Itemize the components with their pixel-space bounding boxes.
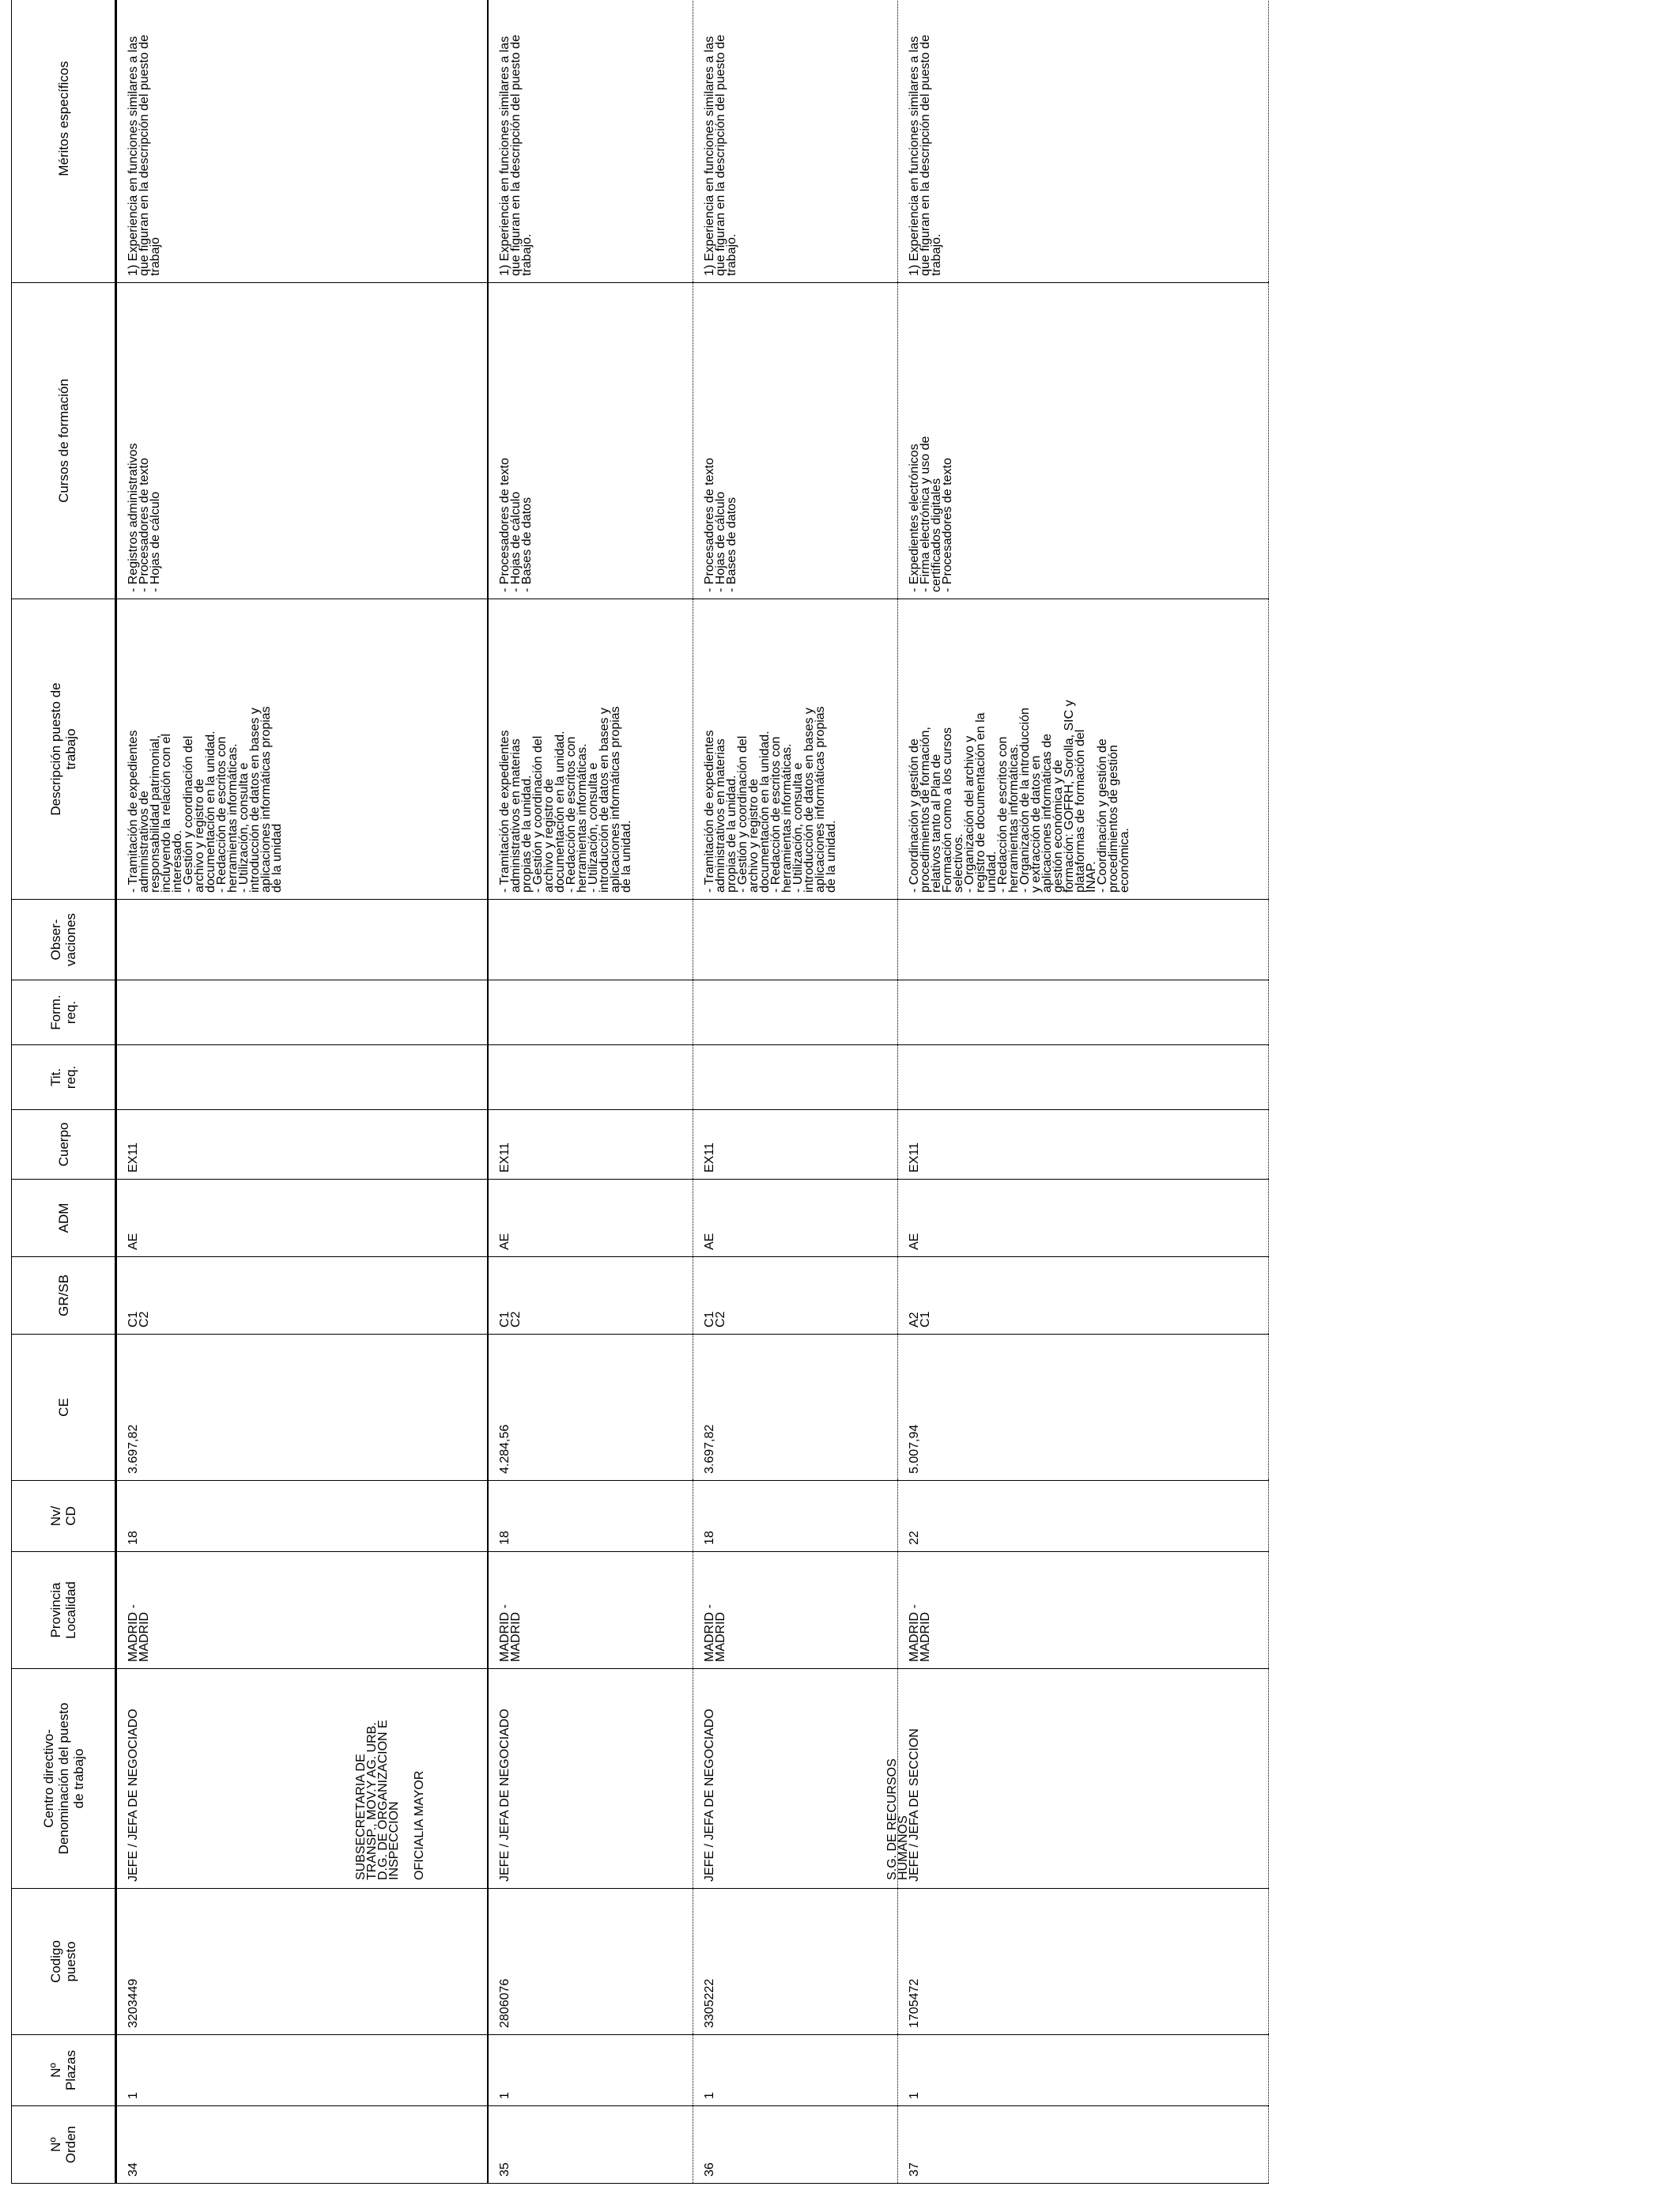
header-obs: Obser- vaciones (12, 900, 116, 980)
header-row (12, 0, 116, 2184)
org-sg-recursos-humanos: S.G. DE RECURSOS HUMANOS (885, 1758, 910, 1880)
org-oficialia-mayor: OFICIALIA MAYOR (413, 1770, 426, 1880)
cell-cursos: - Procesadores de texto - Hojas de cálculo - Bases de datos (693, 283, 898, 599)
cell-plazas: 1 (488, 2035, 693, 2106)
cell-tit (488, 1045, 693, 1110)
cell-obs (116, 900, 489, 980)
cell-meritos: 1) Experiencia en funciones similares a las que figuran en la descripción del puesto de trabajo (116, 0, 489, 283)
cell-tit (693, 1045, 898, 1110)
cell-provincia: MADRID - MADRID (898, 1552, 1269, 1669)
cell-adm: AE (693, 1180, 898, 1257)
header-codigo: Codigo puesto (12, 1889, 116, 2035)
cell-grsb: C1 C2 (488, 1257, 693, 1335)
cell-provincia: MADRID - MADRID (488, 1552, 693, 1669)
cell-adm: AE (898, 1180, 1269, 1257)
cell-nivel: 18 (488, 1481, 693, 1552)
cell-codigo: 3203449 (116, 1889, 489, 2035)
cell-ce: 3.697,82 (693, 1335, 898, 1481)
cell-meritos: 1) Experiencia en funciones similares a las que figuran en la descripción del puesto de trabajo. (488, 0, 693, 283)
cell-descripcion: - Tramitación de expedientes administrativos de responsabilidad patrimonial, incluyendo la relación con el interesado. - Gestión y coordinación del archivo y registro de documentación en la unidad. - Redacción de escritos con herramientas informáticas. - Utilización, consulta e introducción de datos en bases y aplicaciones informáticas propias de la unidad (116, 599, 489, 900)
cell-cuerpo: EX11 (488, 1110, 693, 1180)
cell-cuerpo: EX11 (116, 1110, 489, 1180)
cell-codigo: 1705472 (898, 1889, 1269, 2035)
cell-obs (693, 900, 898, 980)
cell-centro (693, 1669, 898, 1889)
cell-orden: 34 (116, 2106, 489, 2184)
cell-centro (116, 1669, 489, 1889)
cell-obs (898, 900, 1269, 980)
cell-descripcion: - Tramitación de expedientes administrativos en materias propias de la unidad. - Gestión y coordinación del archivo y registro de documentación en la unidad. - Redacción de escritos con herramientas informáticas. - Utilización, consulta e introducción de datos en bases y aplicaciones informáticas propias de la unidad. (693, 599, 898, 900)
cell-plazas: 1 (116, 2035, 489, 2106)
cell-form (488, 980, 693, 1045)
cell-plazas: 1 (898, 2035, 1269, 2106)
cell-adm: AE (488, 1180, 693, 1257)
cell-descripcion: - Tramitación de expedientes administrativos en materias propias de la unidad. - Gestión y coordinación del archivo y registro de documentación en la unidad. - Redacción de escritos con herramientas informáticas. - Utilización, consulta e introducción de datos en bases y aplicaciones informáticas propias de la unidad. (488, 599, 693, 900)
header-tit: Tit. req. (12, 1045, 116, 1110)
cell-ce: 3.697,82 (116, 1335, 489, 1481)
cell-nivel: 18 (116, 1481, 489, 1552)
cell-codigo: 3305222 (693, 1889, 898, 2035)
cell-grsb: C1 C2 (693, 1257, 898, 1335)
cell-nivel: 18 (693, 1481, 898, 1552)
puesto-name: JEFE / JEFA DE SECCION (908, 1728, 921, 1882)
header-nivel: Nv/ CD (12, 1481, 116, 1552)
cell-tit (116, 1045, 489, 1110)
cell-centro (488, 1669, 693, 1889)
header-grsb: GR/SB (12, 1257, 116, 1335)
org-subsecretaria: SUBSECRETARIA DE TRANSP., MOV.Y AG. URB. D.G. DE ORGANIZACION E INSPECCION (354, 1720, 401, 1880)
header-descripcion: Descripción puesto de trabajo (12, 599, 116, 900)
puesto-name: JEFE / JEFA DE NEGOCIADO (703, 1709, 716, 1882)
table-row (693, 0, 898, 2184)
cell-grsb: A2 C1 (898, 1257, 1269, 1335)
table-row (488, 0, 693, 2184)
rotated-table-wrapper (11, 8, 1497, 2184)
header-form: Form. req. (12, 980, 116, 1045)
cell-meritos: 1) Experiencia en funciones similares a las que figuran en la descripción del puesto de trabajo. (898, 0, 1269, 283)
header-adm: ADM (12, 1180, 116, 1257)
cell-provincia: MADRID - MADRID (116, 1552, 489, 1669)
cell-adm: AE (116, 1180, 489, 1257)
org-block-subsecretaria (356, 1667, 425, 1880)
header-plazas: Nº Plazas (12, 2035, 116, 2106)
header-meritos: Méritos específicos (12, 0, 116, 283)
header-cursos: Cursos de formación (12, 283, 116, 599)
cell-codigo: 2806076 (488, 1889, 693, 2035)
cell-centro (898, 1669, 1269, 1889)
cell-orden: 37 (898, 2106, 1269, 2184)
cell-cursos: - Procesadores de texto - Hojas de cálculo - Bases de datos (488, 283, 693, 599)
cell-nivel: 22 (898, 1481, 1269, 1552)
cell-orden: 35 (488, 2106, 693, 2184)
cell-form (116, 980, 489, 1045)
header-cuerpo: Cuerpo (12, 1110, 116, 1180)
cell-form (693, 980, 898, 1045)
cell-ce: 5.007,94 (898, 1335, 1269, 1481)
cell-form (898, 980, 1269, 1045)
puesto-name: JEFE / JEFA DE NEGOCIADO (126, 1709, 140, 1882)
cell-descripcion: - Coordinación y gestión de procedimientos de formación, relativos tanto al Plan de Formación como a los cursos selectivos. - Organización del archivo y registro de documentación en la unidad. - Redacción de escritos con herramientas informáticas. - Organización de la introducción y extracción de datos en aplicaciones informáticas de gestión económica y de formación: GOFRH, Sorolla, SIC y plataformas de formación del INAP. - Coordinación y gestión de procedimientos de gestión económica. (898, 599, 1269, 900)
cell-meritos: 1) Experiencia en funciones similares a las que figuran en la descripción del puesto de trabajo. (693, 0, 898, 283)
cell-tit (898, 1045, 1269, 1110)
org-block-sgrh (887, 1667, 909, 1880)
cell-plazas: 1 (693, 2035, 898, 2106)
positions-table (11, 0, 1269, 2184)
cell-ce: 4.284,56 (488, 1335, 693, 1481)
cell-cuerpo: EX11 (898, 1110, 1269, 1180)
puesto-name: JEFE / JEFA DE NEGOCIADO (498, 1709, 512, 1882)
cell-cursos: - Registros administrativos - Procesadores de texto - Hojas de cálculo (116, 283, 489, 599)
cell-provincia: MADRID - MADRID (693, 1552, 898, 1669)
cell-grsb: C1 C2 (116, 1257, 489, 1335)
header-provincia: Provincia Localidad (12, 1552, 116, 1669)
table-row (116, 0, 489, 2184)
header-orden: Nº Orden (12, 2106, 116, 2184)
cell-cursos: - Expedientes electrónicos - Firma electrónica y uso de certificados digitales - Procesadores de texto (898, 283, 1269, 599)
cell-obs (488, 900, 693, 980)
cell-orden: 36 (693, 2106, 898, 2184)
cell-cuerpo: EX11 (693, 1110, 898, 1180)
header-centro: Centro directivo- Denominación del puesto de trabajo (12, 1669, 116, 1889)
table-row (898, 0, 1269, 2184)
header-ce: CE (12, 1335, 116, 1481)
